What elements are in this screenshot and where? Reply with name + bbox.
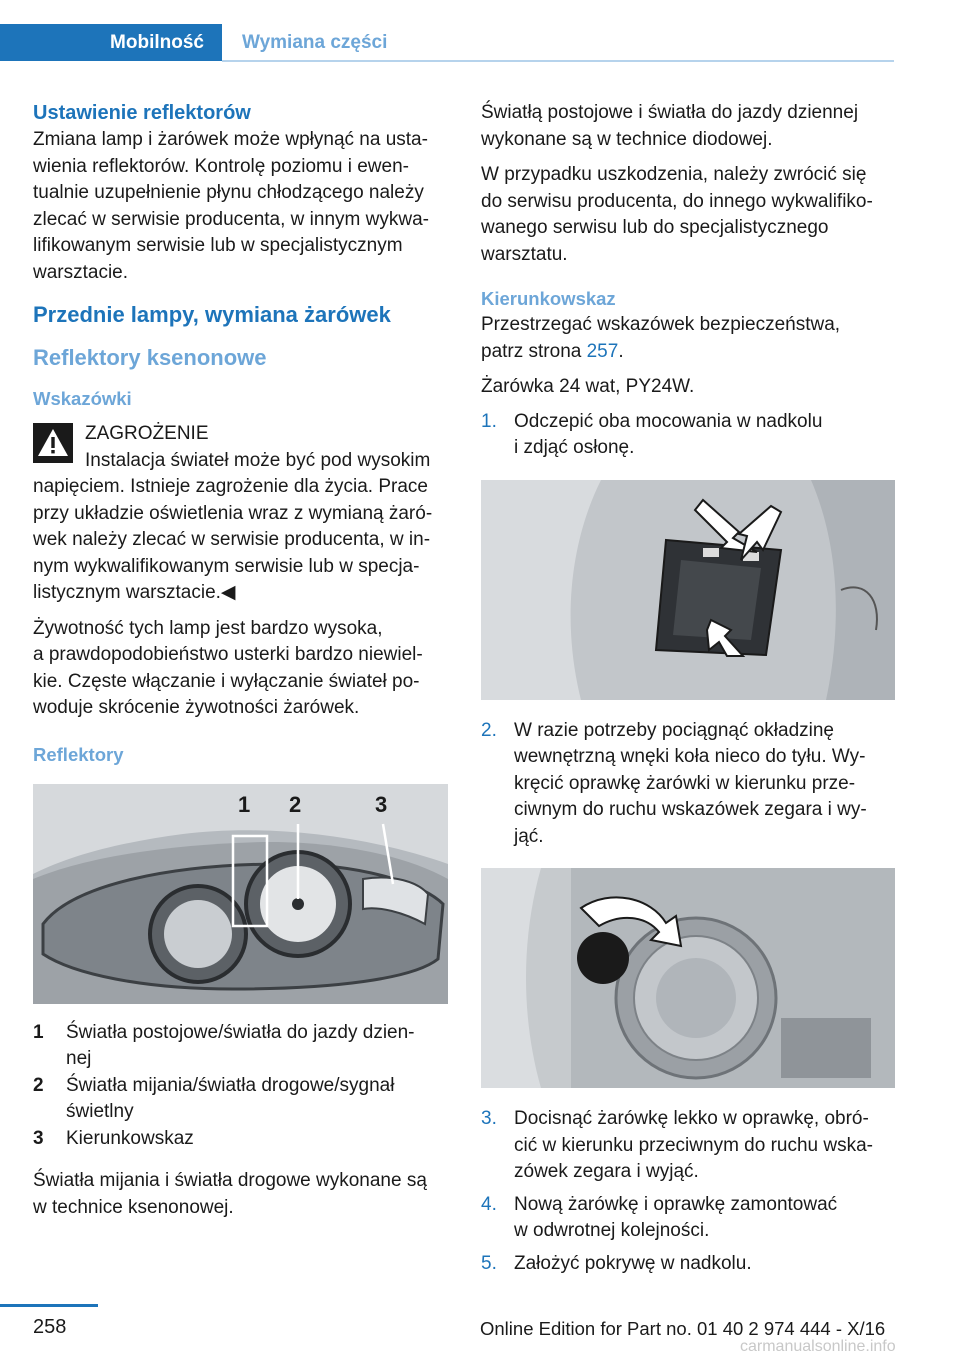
text-line: kręcić oprawkę żarówki w kierunku prze‐	[514, 772, 856, 794]
step-text	[514, 409, 895, 462]
text-span: patrz strona	[481, 340, 587, 362]
heading-xenon: Reflektory ksenonowe	[33, 345, 267, 370]
wheel-arch-cover-illustration	[481, 480, 895, 700]
tab-wymiana-czesci[interactable]: Wymiana części	[222, 24, 894, 61]
xenon-paragraph	[33, 1168, 448, 1221]
warning-line: napięciem. Istnieje zagrożenie dla życia. Prace	[33, 476, 428, 497]
left-column	[33, 100, 448, 1221]
warning-line: nym wykwalifikowanym serwisie lub w specja‐	[33, 555, 420, 577]
header-rule	[222, 60, 894, 62]
socket-drawing	[481, 868, 895, 1088]
warning-line: wek należy zlecać w serwisie producenta, w in‐	[33, 529, 431, 550]
text-line: kie. Częste włączanie i wyłączanie świateł po‐	[33, 670, 420, 692]
text-line: i zdjąć osłonę.	[514, 437, 635, 458]
text-line: wienia reflektorów. Kontrolę poziomu i ewen‐	[33, 155, 409, 177]
damage-paragraph	[481, 162, 895, 268]
text-line: nej	[66, 1048, 92, 1069]
heading-indicator: Kierunkowskaz	[481, 288, 616, 309]
text-line: wewnętrzną wnęki koła nieco do tyłu. Wy‐	[514, 746, 866, 767]
warning-first-line: Instalacja świateł może być pod wysokim	[85, 449, 431, 471]
callout-1: 1	[238, 791, 251, 817]
text-line: woduje skrócenie żywotności żarówek.	[33, 697, 360, 718]
heading-notes: Wskazówki	[33, 388, 132, 409]
text-line: warsztatu.	[481, 243, 568, 265]
legend-item	[33, 1020, 448, 1073]
steps-list	[481, 409, 895, 1278]
step-number: 4.	[481, 1193, 497, 1215]
footer-rule	[0, 1304, 98, 1307]
text-span: .	[618, 340, 624, 362]
step-text	[514, 718, 895, 851]
text-line: lifikowanym serwisie lub w specjalistycznym	[33, 235, 403, 256]
step-item	[481, 718, 895, 851]
safety-paragraph	[481, 312, 895, 365]
edition-note: Online Edition for Part no. 01 40 2 974 444 - X/16	[480, 1318, 886, 1339]
text-line: Założyć pokrywę w nadkolu.	[514, 1252, 752, 1274]
text-line: Docisnąć żarówkę lekko w oprawkę, obró‐	[514, 1108, 869, 1129]
text-line: a prawdopodobieństwo usterki bardzo niewiel‐	[33, 644, 423, 665]
bulb-paragraph: Żarówka 24 wat, PY24W.	[481, 376, 695, 397]
page-link-257[interactable]: 257	[586, 340, 619, 362]
step-text	[514, 1106, 895, 1186]
text-line: Światła mijania i światła drogowe wykonane są	[33, 1170, 427, 1191]
headlight-drawing	[33, 784, 448, 1004]
step-number: 1.	[481, 410, 497, 432]
text-line: jąć.	[514, 825, 544, 847]
right-column	[481, 100, 895, 1277]
legend-text	[66, 1073, 448, 1126]
text-line: zlecać w serwisie producenta, w innym wykwa‐	[33, 208, 429, 230]
text-line: Przestrzegać wskazówek bezpieczeństwa,	[481, 314, 841, 335]
bulb-socket-illustration	[481, 868, 895, 1088]
tab-mobilnosc[interactable]: Mobilność	[0, 24, 222, 61]
text-line: Kierunkowskaz	[66, 1127, 194, 1149]
text-line: cić w kierunku przeciwnym do ruchu wska‐	[514, 1134, 874, 1156]
led-paragraph	[481, 100, 895, 153]
text-line: tualnie uzupełnienie płynu chłodzącego należy	[33, 182, 424, 203]
text-line: Odczepić oba mocowania w nadkolu	[514, 410, 823, 432]
headlight-illustration	[33, 784, 448, 1004]
legend-item	[33, 1126, 448, 1153]
text-line: zówek zegara i wyjąć.	[514, 1161, 699, 1182]
step-text	[514, 1251, 895, 1278]
step-number: 3.	[481, 1108, 497, 1129]
text-line: Zmiana lamp i żarówek może wpłynąć na usta‐	[33, 129, 428, 150]
page-header	[0, 24, 960, 61]
callout-2: 2	[289, 791, 302, 817]
step-item	[481, 1251, 895, 1278]
text-line: Światła mijania/światła drogowe/sygnał	[66, 1074, 395, 1096]
text-line: warsztacie.	[33, 261, 129, 283]
step-number: 5.	[481, 1252, 497, 1274]
step-item	[481, 1106, 895, 1186]
text-line: Żywotność tych lamp jest bardzo wysoka,	[33, 617, 383, 639]
text-line: Światłą postojowe i światła do jazdy dziennej	[481, 102, 859, 123]
text-line: Światła postojowe/światła do jazdy dzien‐	[66, 1021, 415, 1043]
text-line: wykonane są w technice diodowej.	[481, 128, 773, 150]
text-line: w odwrotnej kolejności.	[514, 1220, 710, 1241]
callout-3: 3	[375, 791, 388, 817]
warning-line: listycznym warsztacie.◀	[33, 582, 236, 603]
warning-triangle-icon	[33, 423, 73, 463]
step-text	[514, 1192, 895, 1245]
warning-title: ZAGROŻENIE	[85, 423, 209, 444]
heading-adjust: Ustawienie reflektorów	[33, 102, 251, 124]
step-number: 2.	[481, 719, 497, 741]
legend-text	[66, 1020, 448, 1073]
legend-number: 1	[33, 1021, 44, 1043]
text-line: Nową żarówkę i oprawkę zamontować	[514, 1193, 838, 1215]
text-line: świetlny	[66, 1101, 134, 1122]
legend-text	[66, 1126, 448, 1153]
text-line: do serwisu producenta, do innego wykwalifiko‐	[481, 190, 873, 212]
text-line: W przypadku uszkodzenia, należy zwrócić się	[481, 164, 867, 185]
adjust-paragraph	[33, 127, 448, 286]
heading-front-lamps: Przednie lampy, wymiana żarówek	[33, 302, 391, 327]
step-item	[481, 1192, 895, 1245]
watermark: carmanualsonline.info	[740, 1338, 896, 1355]
step-item	[481, 409, 895, 462]
figure-legend	[33, 1020, 448, 1153]
warning-line: przy układzie oświetlenia wraz z wymianą żaró‐	[33, 502, 433, 524]
page-number: 258	[33, 1316, 67, 1338]
legend-number: 3	[33, 1127, 44, 1149]
lifetime-paragraph	[33, 616, 448, 722]
legend-number: 2	[33, 1074, 44, 1096]
text-line	[481, 339, 895, 366]
warning-block	[33, 421, 448, 607]
text-line: wanego serwisu lub do specjalistycznego	[481, 217, 829, 238]
text-line: w technice ksenonowej.	[33, 1196, 234, 1218]
legend-item	[33, 1073, 448, 1126]
text-line: ciwnym do ruchu wskazówek zegara i wy‐	[514, 799, 867, 820]
text-line: W razie potrzeby pociągnąć okładzinę	[514, 719, 835, 741]
cover-drawing	[481, 480, 895, 700]
heading-headlights: Reflektory	[33, 743, 124, 765]
